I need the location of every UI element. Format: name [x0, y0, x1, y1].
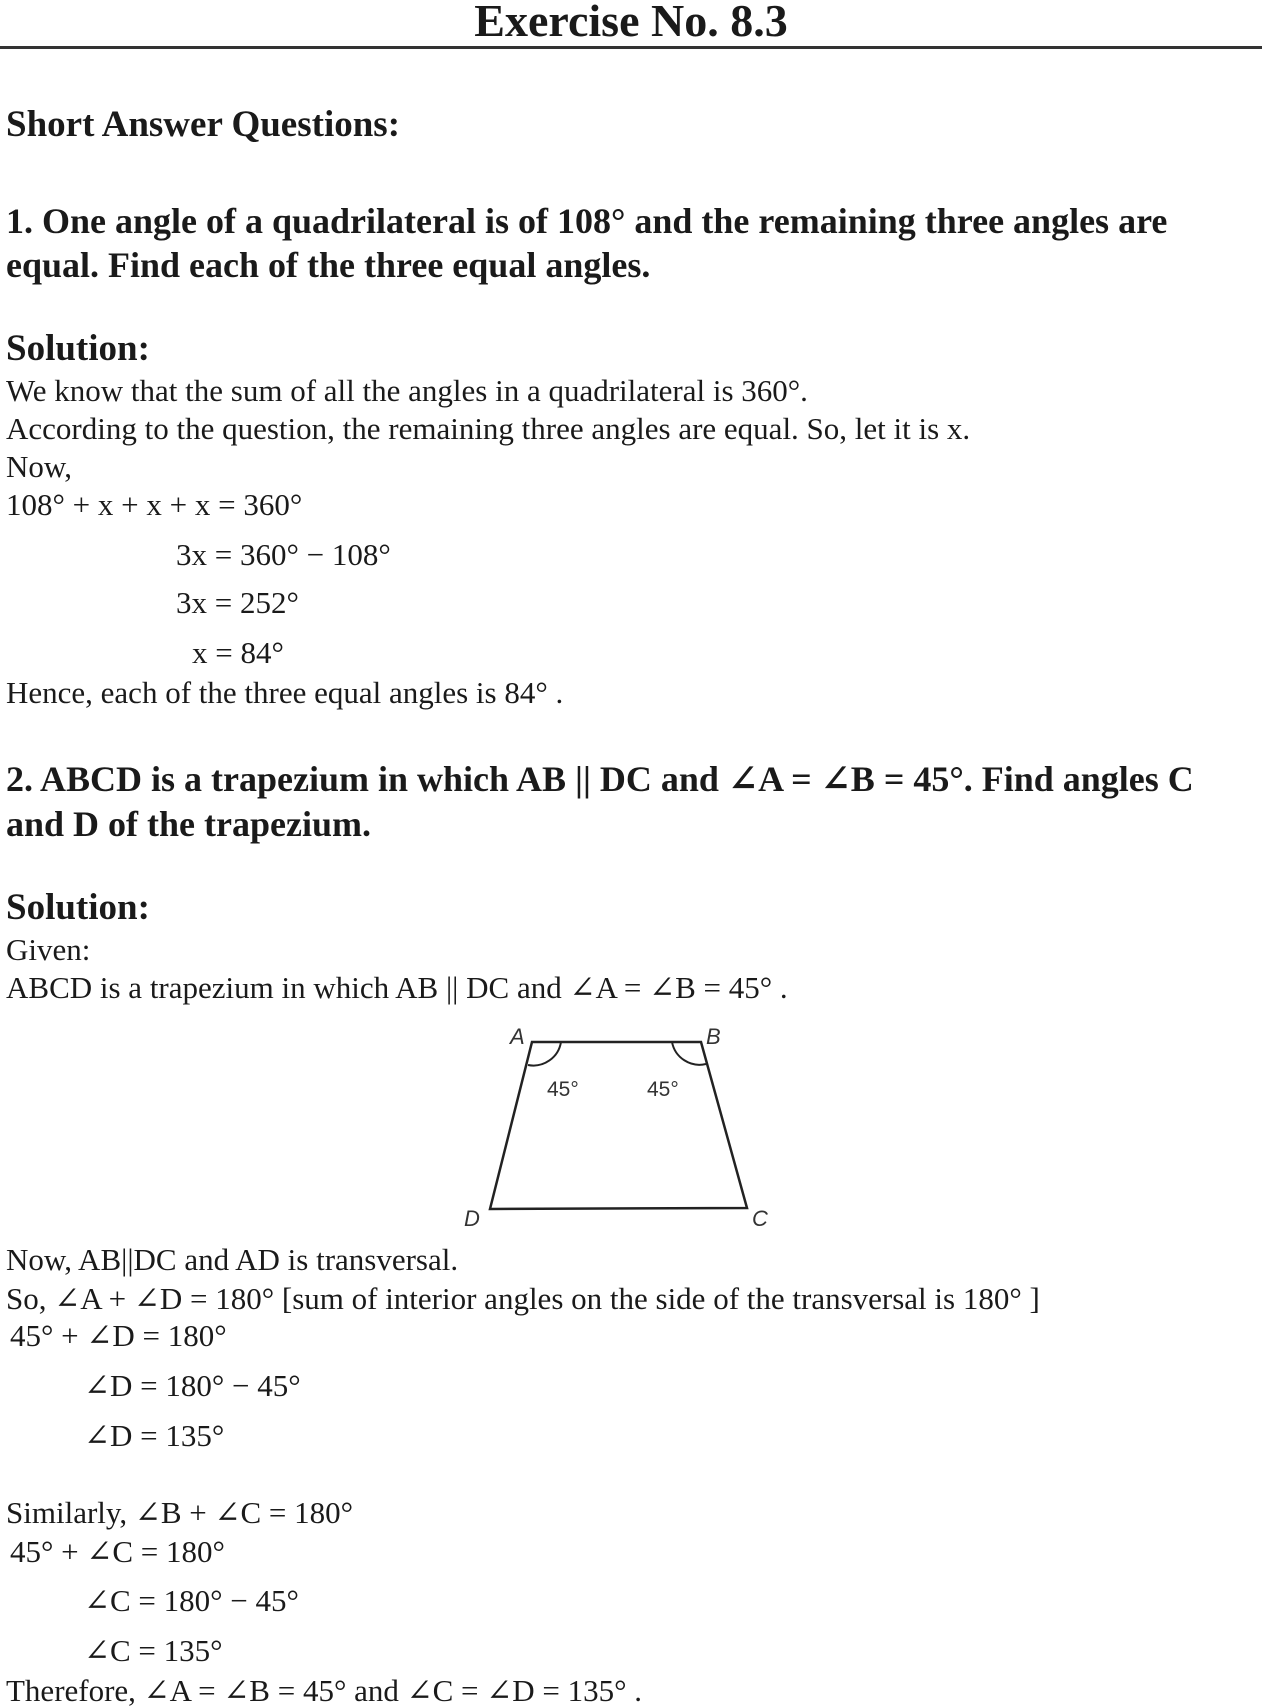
solution-1-text: We know that the sum of all the angles in a quadrilateral is 360°. — [6, 373, 808, 408]
angle-b-label: 45° — [647, 1078, 679, 1101]
equation: ∠D = 180° − 45° — [84, 1368, 301, 1403]
equation: Similarly, ∠B + ∠C = 180° — [6, 1495, 354, 1530]
vertex-label-b: B — [706, 1024, 721, 1049]
equation: 45° + ∠D = 180° — [10, 1318, 227, 1353]
solution-1-text: According to the question, the remaining three angles are equal. So, let it is x. — [6, 411, 971, 446]
equation: 45° + ∠C = 180° — [10, 1534, 225, 1569]
question-1-line-2: equal. Find each of the three equal angles. — [6, 245, 651, 285]
equation: So, ∠A + ∠D = 180° [sum of interior angles on the side of the transversal is 180° ] — [6, 1281, 1040, 1316]
solution-1-label: Solution: — [6, 328, 150, 369]
solution-2-text: Now, AB||DC and AD is transversal. — [6, 1242, 459, 1277]
solution-1-text: Now, — [6, 449, 73, 484]
angle-a-arc — [528, 1042, 561, 1066]
given-label: Given: — [6, 932, 91, 967]
equation: 3x = 252° — [176, 585, 299, 620]
solution-2-label: Solution: — [6, 887, 150, 928]
angle-a-label: 45° — [547, 1078, 579, 1101]
section-heading: Short Answer Questions: — [6, 104, 401, 145]
question-2-line-2: and D of the trapezium. — [6, 804, 371, 844]
vertex-label-c: C — [752, 1206, 768, 1231]
trapezium-shape — [490, 1042, 747, 1209]
vertex-label-a: A — [510, 1024, 525, 1049]
given-text: ABCD is a trapezium in which AB || DC and ∠A = ∠B = 45° . — [6, 970, 788, 1005]
trapezium-figure — [440, 1010, 820, 1240]
solution-1-conclusion: Hence, each of the three equal angles is 84° . — [6, 675, 564, 710]
question-1-line-1: 1. One angle of a quadrilateral is of 108° and the remaining three angles are — [6, 201, 1168, 241]
question-2-line-1: 2. ABCD is a trapezium in which AB || DC and ∠A = ∠B = 45°. Find angles C — [6, 759, 1194, 799]
equation: ∠C = 180° − 45° — [84, 1583, 299, 1618]
title-divider — [0, 46, 1262, 49]
exercise-title: Exercise No. 8.3 — [474, 0, 788, 46]
equation: x = 84° — [192, 635, 284, 670]
equation: 108° + x + x + x = 360° — [6, 487, 303, 522]
solution-2-conclusion: Therefore, ∠A = ∠B = 45° and ∠C = ∠D = 135° . — [6, 1673, 642, 1708]
equation: ∠C = 135° — [84, 1633, 223, 1668]
vertex-label-d: D — [464, 1206, 480, 1231]
equation: 3x = 360° − 108° — [176, 537, 391, 572]
equation: ∠D = 135° — [84, 1418, 225, 1453]
